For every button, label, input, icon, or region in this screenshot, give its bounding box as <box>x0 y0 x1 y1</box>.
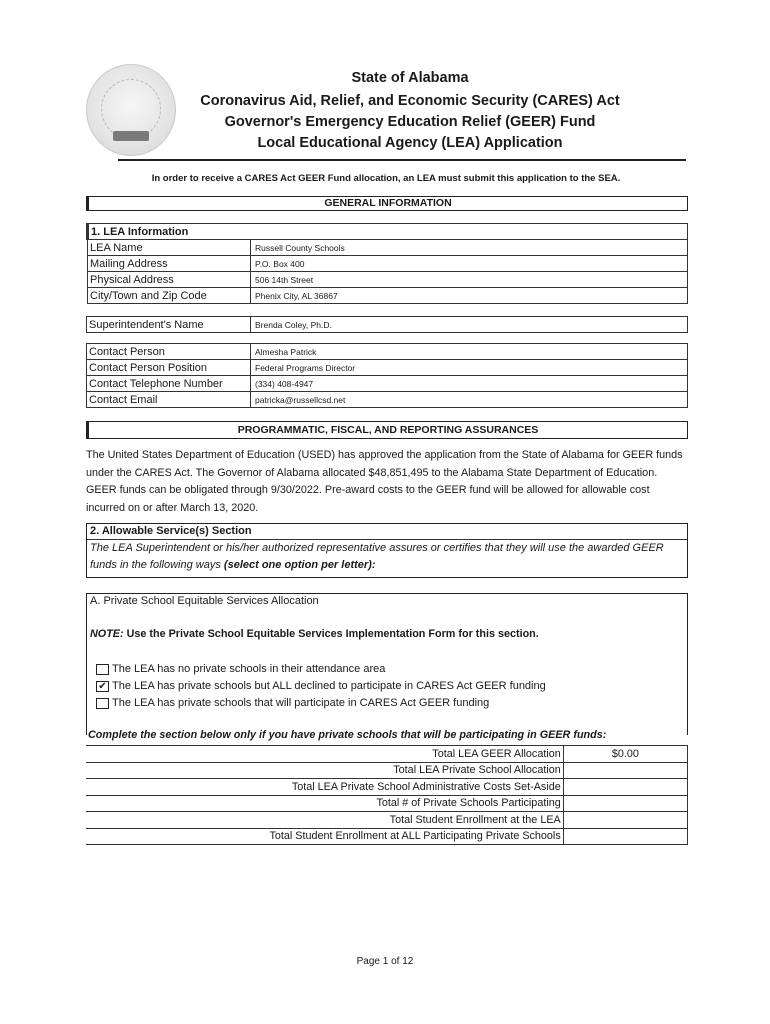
contact-email-field[interactable]: patricka@russellcsd.net <box>251 392 688 408</box>
field-label: Contact Person <box>87 344 251 360</box>
table-row <box>86 779 688 796</box>
allowable-services-box <box>86 523 688 578</box>
table-row <box>86 762 688 779</box>
option-will-participate[interactable] <box>96 695 489 711</box>
table-row <box>87 392 688 408</box>
table-row <box>87 376 688 392</box>
assurances-paragraph: The United States Department of Education (USED) has approved the application from the State of Alabama for GEER funds under the CARES Act. The Governor of Alabama allocated $48,851,495 to the Alabama State Department of Education. GEER funds can be obligated through 9/30/2022. Pre-award costs to the GEER fund will be allowed for allowable cost incurred on or after March 13, 2020. <box>86 449 683 514</box>
admin-costs-value[interactable] <box>563 779 687 796</box>
option-label: The LEA has private schools that will participate in CARES Act GEER funding <box>112 697 490 709</box>
table-row <box>88 240 688 256</box>
lea-info-section-title: 1. LEA Information <box>88 224 688 240</box>
physical-address-field[interactable]: 506 14th Street <box>251 272 688 288</box>
checkbox-unchecked[interactable] <box>96 664 109 675</box>
checkmark-icon[interactable]: ✔ <box>96 681 109 692</box>
header-divider <box>118 159 686 161</box>
table-row <box>88 288 688 304</box>
lea-name-field[interactable]: Russell County Schools <box>251 240 688 256</box>
option-no-private-schools[interactable] <box>96 661 385 677</box>
field-label: City/Town and Zip Code <box>88 288 251 304</box>
private-schools-count-value[interactable] <box>563 795 687 812</box>
allocation-label: Total LEA Private School Allocation <box>86 762 563 779</box>
field-label: Contact Person Position <box>87 360 251 376</box>
allowable-text-body: The LEA Superintendent or his/her authorized representative assures or certifies that they will use the awarded GEER funds in the following ways <box>90 542 664 571</box>
table-row <box>86 795 688 812</box>
option-all-declined[interactable] <box>96 678 546 694</box>
field-label: Contact Telephone Number <box>87 376 251 392</box>
table-row <box>86 746 688 763</box>
general-information-bar: GENERAL INFORMATION <box>86 196 688 211</box>
checkbox-unchecked[interactable] <box>96 698 109 709</box>
allowable-text-emphasis: (select one option per letter): <box>223 559 376 571</box>
doc-title-application: Local Educational Agency (LEA) Application <box>257 135 563 151</box>
allocation-label: Total LEA GEER Allocation <box>86 746 563 763</box>
note-label: NOTE: <box>90 628 124 640</box>
table-row <box>86 812 688 829</box>
field-label: Mailing Address <box>88 256 251 272</box>
contact-person-field[interactable]: Almesha Patrick <box>251 344 688 360</box>
city-zip-field[interactable]: Phenix City, AL 36867 <box>251 288 688 304</box>
page-number: Page 1 of 12 <box>356 956 414 967</box>
table-row <box>88 272 688 288</box>
section-a-title: A. Private School Equitable Services Allocation <box>90 595 319 607</box>
note-text: Use the Private School Equitable Services Implementation Form for this section. <box>123 628 539 640</box>
lea-enrollment-value[interactable] <box>563 812 687 829</box>
table-row <box>87 317 688 333</box>
field-label: Superintendent's Name <box>87 317 251 333</box>
intro-instruction: In order to receive a CARES Act GEER Fund allocation, an LEA must submit this application to the SEA. <box>151 173 621 184</box>
allocation-label: Total Student Enrollment at the LEA <box>86 812 563 829</box>
contact-position-field[interactable]: Federal Programs Director <box>251 360 688 376</box>
contact-phone-field[interactable]: (334) 408-4947 <box>251 376 688 392</box>
superintendent-name-field[interactable]: Brenda Coley, Ph.D. <box>251 317 688 333</box>
allowable-services-text <box>90 540 684 574</box>
allocation-label: Total LEA Private School Administrative Costs Set-Aside <box>86 779 563 796</box>
table-row <box>88 256 688 272</box>
option-label: The LEA has private schools but ALL declined to participate in CARES Act GEER funding <box>112 680 546 692</box>
superintendent-table <box>86 316 688 333</box>
allocation-table <box>86 745 688 845</box>
doc-title-state: State of Alabama <box>351 70 469 86</box>
private-school-allocation-value[interactable] <box>563 762 687 779</box>
contact-table <box>86 343 688 408</box>
allowable-services-title: 2. Allowable Service(s) Section <box>87 524 687 540</box>
doc-title-act: Coronavirus Aid, Relief, and Economic Security (CARES) Act <box>200 93 620 109</box>
field-label: Contact Email <box>87 392 251 408</box>
private-enrollment-value[interactable] <box>563 828 687 845</box>
allocation-label: Total Student Enrollment at ALL Participating Private Schools <box>86 828 563 845</box>
assurances-bar: PROGRAMMATIC, FISCAL, AND REPORTING ASSURANCES <box>86 421 688 439</box>
table-row <box>87 344 688 360</box>
total-geer-allocation-value[interactable]: $0.00 <box>563 746 687 763</box>
lea-information-table <box>86 223 688 304</box>
field-label: LEA Name <box>88 240 251 256</box>
complete-section-note: Complete the section below only if you have private schools that will be participating in GEER funds: <box>88 729 607 741</box>
table-row <box>87 360 688 376</box>
table-row <box>86 828 688 845</box>
doc-title-fund: Governor's Emergency Education Relief (GEER) Fund <box>224 114 596 130</box>
option-label: The LEA has no private schools in their attendance area <box>112 663 386 675</box>
section-a-note <box>90 628 539 640</box>
field-label: Physical Address <box>88 272 251 288</box>
mailing-address-field[interactable]: P.O. Box 400 <box>251 256 688 272</box>
allocation-label: Total # of Private Schools Participating <box>86 795 563 812</box>
